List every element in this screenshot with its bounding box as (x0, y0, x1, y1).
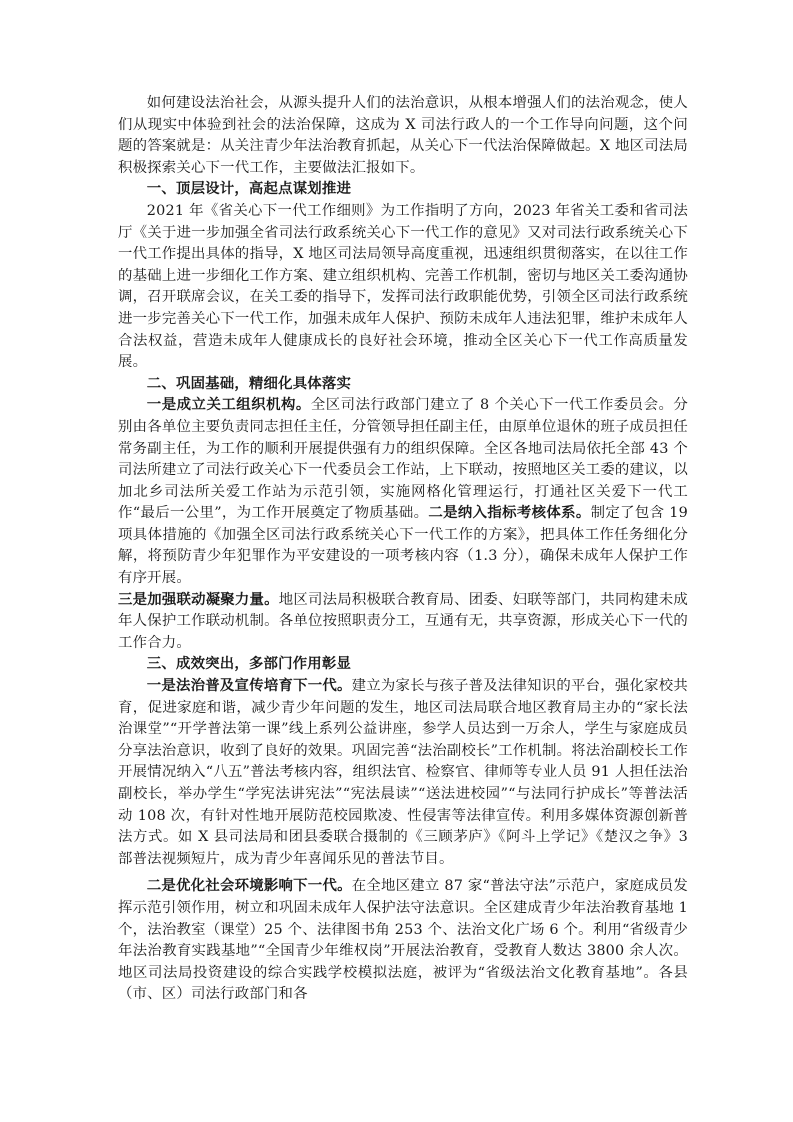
lead-phrase: 一是成立关工组织机构。 (146, 397, 311, 414)
section-1-paragraph: 2021 年《省关心下一代工作细则》为工作指明了方向，2023 年省关工委和省司法厅《关于进一步加强全省司法行政系统关心下一代工作的意见》又对司法行政系统关心下一代工作提出具体的指导，X 地区司法局领导高度重视，迅速组织贯彻落实，在以往工作的基础上进一步细化工作方案、建立组织机构、完善工作机制，密切与地区关工委沟通协调，召开联席会议，在关工委的指导下，发挥司法行政职能优势，引领全区司法行政系统进一步完善关心下一代工作，加强未成年人保护、预防未成年人违法犯罪，维护未成年人合法权益，营造未成年人健康成长的良好社会环境，推动全区关心下一代工作高质量发展。 (118, 202, 688, 371)
paragraph-text: 建立为家长与孩子普及法律知识的平台，强化家校共育，促进家庭和谐，减少青少年问题的发生，地区司法局联合地区教育局主办的“家长法治课堂”“开学普法第一课”线上系列公益讲座，参学人员达到一万余人，学生与家庭成员分享法治意识，收到了良好的效果。巩固完善“法治副校长”工作机制。将法治副校长工作开展情况纳入“八五”普法考核内容，组织法官、检察官、律师等专业人员 91 人担任法治副校长，举办学生“学宪法讲宪法”“宪法晨读”“送法进校园”“与法同行护成长”等普法活动 108 次，有针对性地开展防范校园欺凌、性侵害等法律宣传。利用多媒体资源创新普法方式。如 X 县司法局和团县委联合摄制的《三顾茅庐》《阿斗上学记》《楚汉之争》3 部普法视频短片，成为青少年喜闻乐见的普法节目。 (118, 678, 688, 867)
lead-phrase: 二是纳入指标考核体系。 (428, 505, 591, 522)
paragraph-text: 全区司法行政部门建立了 8 个关心下一代工作委员会。分别由各单位主要负责同志担任主任，分管领导担任副主任，由原单位退休的班子成员担任常务副主任，为工作的顺利开展提供强有力的组织保障。全区各地司法局依托全部 43 个司法所建立了司法行政关心下一代委员会工作站，上下联动，按照地区关工委的建议，以加北乡司法所关爱工作站为示范引领，实施网格化管理运行，打通社区关爱下一代工作“最后一公里”，为工作开展奠定了物质基础。 (118, 397, 688, 522)
section-heading-2: 二、巩固基础，精细化具体落实 (146, 375, 352, 392)
section-heading-3: 三、成效突出，多部门作用彰显 (146, 656, 352, 673)
section-heading-1: 一、顶层设计，高起点谋划推进 (146, 181, 352, 198)
paragraph-text: 地区司法局积极联合教育局、团委、妇联等部门，共同构建未成年人保护工作联动机制。各单位按照职责分工，互通有无，共享资源，形成关心下一代的工作合力。 (118, 591, 688, 651)
lead-phrase: 一是法治普及宣传培育下一代。 (146, 678, 352, 695)
section-2-paragraph-1 (118, 395, 688, 589)
paragraph-text: 制定了包含 19 项具体措施的《加强全区司法行政系统关心下一代工作的方案》，把具体工作任务细化分解，将预防青少年犯罪作为平安建设的一项考核内容（1.3 分），确保未成年人保护工作有序开展。 (118, 505, 688, 587)
lead-phrase: 三是加强联动凝聚力量。 (118, 591, 279, 608)
paragraph-text: 在全地区建立 87 家“普法守法”示范户，家庭成员发挥示范引领作用，树立和巩固未成年人保护法守法意识。全区建成青少年法治教育基地 1 个，法治教室（课堂）25 个、法律图书角 253 个、法治文化广场 6 个。利用“省级青少年法治教育实践基地”“全国青少年维权岗”开展法治教育，受教育人数达 3800 余人次。地区司法局投资建设的综合实践学校模拟法庭，被评为“省级法治文化教育基地”。各县（市、区）司法行政部门和各 (118, 878, 688, 1003)
section-2-paragraph-2 (118, 590, 688, 655)
intro-paragraph: 如何建设法治社会，从源头提升人们的法治意识，从根本增强人们的法治观念，使人们从现实中体验到社会的法治保障，这成为 X 司法行政人的一个工作导向问题，这个问题的答案就是：从关注青少年法治教育抓起，从关心下一代法治保障做起。X 地区司法局积极探索关心下一代工作，主要做法汇报如下。 (118, 95, 688, 176)
section-3-paragraph-1 (118, 676, 688, 870)
section-3-paragraph-2 (118, 876, 688, 1006)
document-body (118, 93, 688, 1006)
lead-phrase: 二是优化社会环境影响下一代。 (146, 878, 352, 895)
